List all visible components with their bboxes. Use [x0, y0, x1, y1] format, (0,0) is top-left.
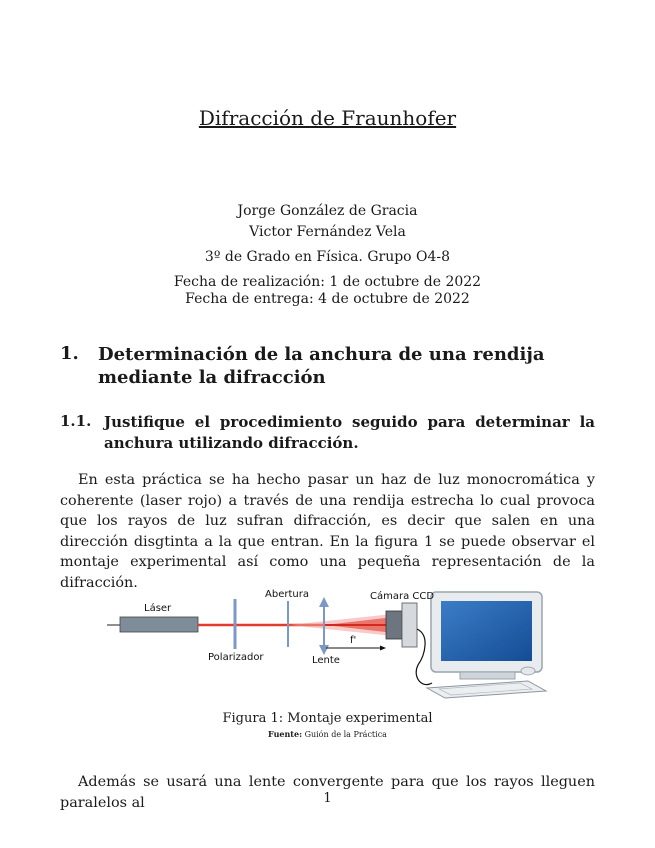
figure-source — [0, 729, 655, 739]
label-focal: f' — [350, 635, 357, 646]
author-1: Jorge González de Gracia — [237, 203, 418, 219]
body-paragraph: En esta práctica se ha hecho pasar un haz de luz monocromática y coherente (laser rojo) a través de una rendija estrecha lo cual provoca que los rayos de luz sufran difracción, es decir que salen en una dirección disgtinta a la que entran. En la figura 1 se puede observar el montaje experimental así como una pequeña representación de la difracción. — [60, 472, 595, 591]
lens-arrow-top — [319, 597, 329, 607]
author-2: Victor Fernández Vela — [249, 224, 406, 240]
course-info: 3º de Grado en Física. Grupo O4-8 — [204, 249, 451, 265]
label-abertura: Abertura — [265, 589, 309, 600]
figure-caption: Figura 1: Montaje experimental — [222, 711, 433, 726]
section-title: Determinación de la anchura de una rendija mediante la difracción — [98, 344, 545, 388]
label-polarizador: Polarizador — [208, 652, 264, 663]
date-delivery: Fecha de entrega: 4 de octubre de 2022 — [185, 291, 470, 307]
camera-cable — [416, 629, 432, 685]
setup-figure — [100, 585, 550, 700]
subsection-number: 1.1. — [60, 412, 92, 430]
page-number: 1 — [323, 791, 332, 806]
label-lente: Lente — [312, 655, 340, 666]
label-laser: Láser — [144, 603, 172, 614]
laser-device — [120, 617, 198, 632]
document-title: Difracción de Fraunhofer — [198, 106, 457, 130]
label-camara: Cámara CCD — [370, 591, 435, 602]
mouse — [521, 667, 535, 675]
monitor-stand — [460, 672, 515, 679]
ccd-lens — [386, 611, 402, 639]
section-number: 1. — [60, 343, 79, 364]
source-text: Guión de la Práctica — [304, 730, 387, 739]
subsection-title: Justifique el procedimiento seguido para determinar la anchura utilizando difracción. — [104, 413, 595, 452]
date-realization: Fecha de realización: 1 de octubre de 2022 — [173, 274, 482, 290]
lens-arrow-bottom — [319, 645, 329, 655]
body-paragraph-2: Además se usará una lente convergente para que los rayos lleguen paralelos al — [60, 774, 595, 811]
source-label: Fuente: — [268, 729, 303, 739]
ccd-camera — [402, 603, 417, 647]
focal-arrow-head — [380, 646, 386, 651]
